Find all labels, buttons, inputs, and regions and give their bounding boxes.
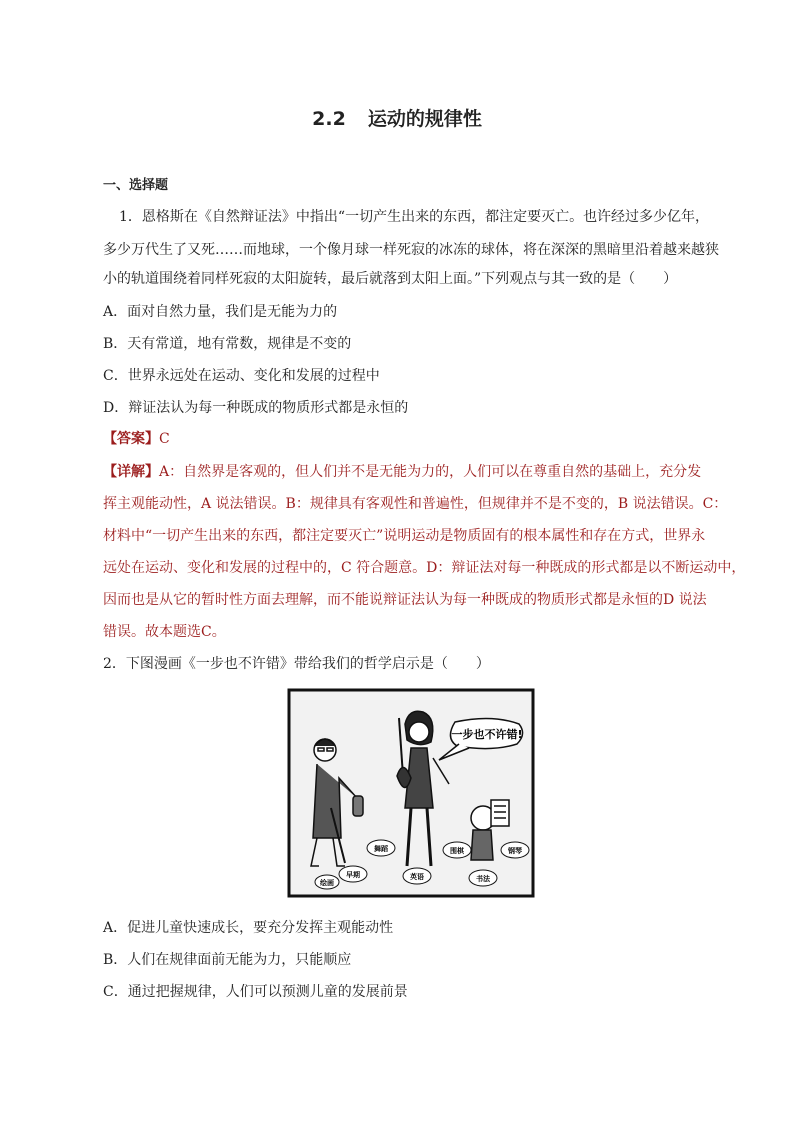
page-title (0, 104, 794, 131)
footprint-label: 舞蹈 (374, 845, 388, 853)
answer-label: 【答案】 (103, 431, 159, 447)
q1-detail-line: 材料中“一切产生出来的东西，都注定要灭亡”说明运动是物质固有的根本属性和存在方式，世界永 (103, 528, 706, 544)
q1-detail-line (103, 462, 701, 482)
q2-stem: 2．下图漫画《一步也不许错》带给我们的哲学启示是（ ） (103, 656, 490, 672)
footprint (501, 842, 529, 858)
q1-stem-line: 多少万代生了又死……而地球，一个像月球一样死寂的冰冻的球体，将在深深的黑暗里沿着越来越狭 (103, 242, 719, 258)
q2-option-b: B．人们在规律面前无能为力，只能顺应 (103, 952, 352, 968)
q1-detail-line: 远处在运动、变化和发展的过程中的，C 符合题意。D：辩证法对每一种既成的形式都是以不断运动中， (103, 560, 746, 576)
q1-option-d: D．辩证法认为每一种既成的物质形式都是永恒的 (103, 400, 409, 416)
q2-option-a: A．促进儿童快速成长，要充分发挥主观能动性 (103, 920, 394, 936)
cartoon-illustration (287, 688, 535, 898)
footprint (315, 875, 339, 889)
footprint (443, 842, 471, 858)
title-text: 运动的规律性 (367, 108, 482, 130)
q1-answer (103, 429, 170, 449)
q1-detail-line: 错误。故本题选C。 (103, 624, 226, 640)
title-number: 2.2 (312, 108, 346, 130)
footprint-label: 围棋 (450, 847, 464, 855)
q2-option-c: C．通过把握规律，人们可以预测儿童的发展前景 (103, 984, 408, 1000)
speech-bubble-text: 一步也不许错! (451, 728, 523, 741)
footprint-label: 绘画 (320, 879, 334, 887)
q1-detail-line: 挥主观能动性，A 说法错误。B：规律具有客观性和普遍性，但规律并不是不变的，B 说法错误。C： (103, 496, 728, 512)
footprint-label: 英语 (410, 873, 424, 881)
footprint (367, 840, 395, 856)
footprint (339, 866, 367, 882)
detail-label: 【详解】 (103, 464, 159, 480)
q1-stem-line: 小的轨道围绕着同样死寂的太阳旋转，最后就落到太阳上面。”下列观点与其一致的是（ ） (103, 271, 678, 287)
q1-option-c: C．世界永远处在运动、变化和发展的过程中 (103, 368, 380, 384)
footprint (403, 868, 431, 884)
footprint-label: 早期 (346, 871, 360, 879)
section-heading: 一、选择题 (103, 178, 169, 193)
footprint (469, 870, 497, 886)
q1-stem-line: 1．恩格斯在《自然辩证法》中指出“一切产生出来的东西，都注定要灭亡。也许经过多少亿年， (119, 209, 710, 225)
q1-detail-line: 因而也是从它的暂时性方面去理解，而不能说辩证法认为每一种既成的物质形式都是永恒的D 说法 (103, 592, 707, 608)
detail-text: A：自然界是客观的，但人们并不是无能为力的，人们可以在尊重自然的基础上，充分发 (159, 464, 702, 480)
answer-value: C (159, 431, 170, 447)
q1-option-a: A．面对自然力量，我们是无能为力的 (103, 304, 338, 320)
footprint-label: 书法 (476, 875, 490, 883)
footprint-label: 钢琴 (508, 847, 522, 855)
q1-option-b: B．天有常道，地有常数，规律是不变的 (103, 336, 352, 352)
